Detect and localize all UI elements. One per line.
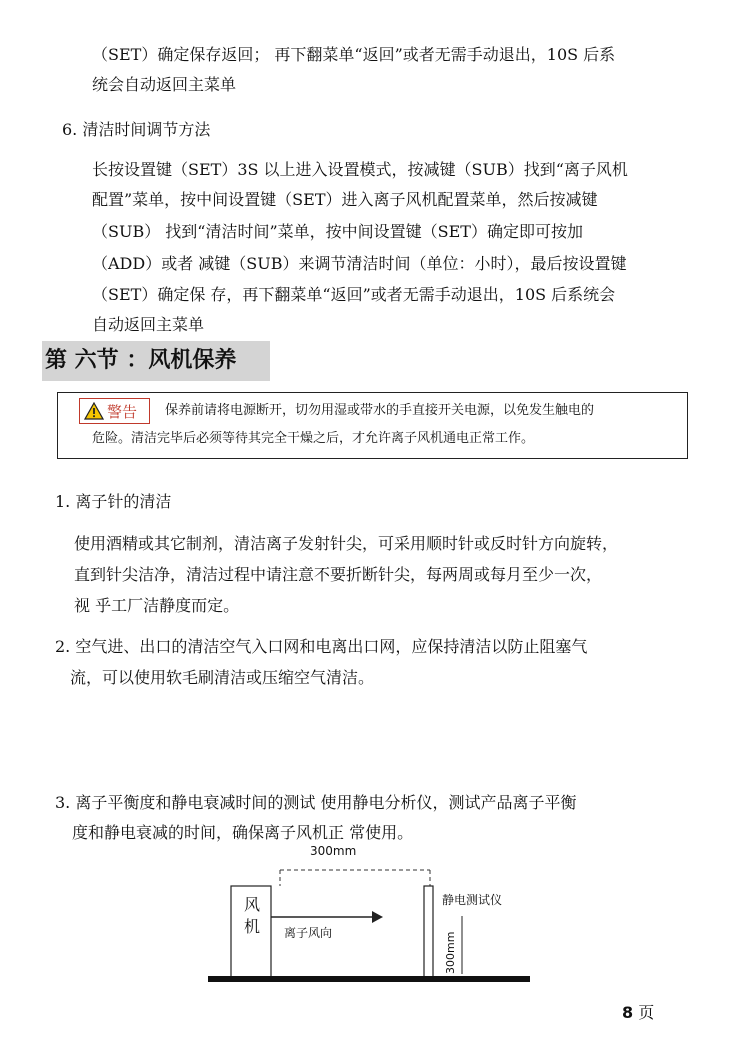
intro-line-2: 统会自动返回主菜单 [92, 75, 237, 94]
warning-box [57, 392, 688, 459]
distance-side-label: 300mm [444, 931, 457, 974]
airflow-arrowhead [372, 911, 383, 923]
section-6-title: 6. 清洁时间调节方法 [62, 120, 211, 139]
warning-text-line-1: 保养前请将电源断开，切勿用湿或带水的手直接开关电源，以免发生触电的 [165, 403, 595, 418]
section-6-line-5: （SET）确定保 存，再下翻菜单“返回”或者无需手动退出，10S 后系统会 [92, 285, 616, 304]
distance-top-label: 300mm [310, 844, 357, 858]
tester-label: 静电测试仪 [442, 893, 503, 907]
item-1-line-1: 使用酒精或其它制剂，清洁离子发射针尖，可采用顺时针或反时针方向旋转， [74, 534, 619, 553]
item-1-line-2: 直到针尖洁净，清洁过程中请注意不要折断针尖，每两周或每月至少一次， [74, 565, 603, 584]
item-3-line-2: 度和静电衰减的时间，确保离子风机正 常使用。 [72, 823, 414, 842]
page-number [622, 1000, 654, 1023]
base-floor [208, 976, 530, 982]
fan-label-2: 机 [244, 917, 261, 936]
item-1-title: 1. 离子针的清洁 [55, 492, 172, 511]
fan-label-1: 风 [244, 895, 261, 914]
warning-text-line-2: 危险。清洁完毕后必须等待其完全干燥之后，才允许离子风机通电正常工作。 [92, 431, 535, 446]
section-heading: 第 六节 ：风机保养 [42, 341, 270, 381]
page-number-value: 8 [622, 1003, 634, 1022]
tester-plate [424, 886, 433, 978]
section-6-line-2: 配置”菜单，按中间设置键（SET）进入离子风机配置菜单，然后按减键 [92, 190, 598, 209]
airflow-label: 离子风向 [284, 926, 333, 940]
item-3-line-1: 3. 离子平衡度和静电衰减时间的测试 使用静电分析仪，测试产品离子平衡 [55, 793, 577, 812]
item-2-line-1: 2. 空气进、出口的清洁空气入口网和电离出口网，应保持清洁以防止阻塞气 [55, 637, 588, 656]
section-6-line-6: 自动返回主菜单 [92, 315, 205, 334]
warning-badge [79, 398, 150, 424]
section-6-line-1: 长按设置键（SET）3S 以上进入设置模式，按减键（SUB）找到“离子风机 [92, 160, 628, 179]
section-6-line-4: （ADD）或者 减键（SUB）来调节清洁时间（单位：小时），最后按设置键 [92, 254, 627, 273]
intro-line-1: （SET）确定保存返回； 再下翻菜单“返回”或者无需手动退出，10S 后系 [92, 45, 616, 64]
test-setup-diagram [200, 838, 540, 988]
warning-triangle-icon [84, 402, 104, 420]
warning-label: 警告 [107, 402, 138, 421]
item-2-line-2: 流，可以使用软毛刷清洁或压缩空气清洁。 [70, 668, 375, 687]
section-6-line-3: （SUB） 找到“清洁时间”菜单，按中间设置键（SET）确定即可按加 [92, 222, 583, 241]
item-1-line-3: 视 乎工厂洁静度而定。 [74, 596, 240, 615]
page-number-unit: 页 [638, 1003, 655, 1022]
